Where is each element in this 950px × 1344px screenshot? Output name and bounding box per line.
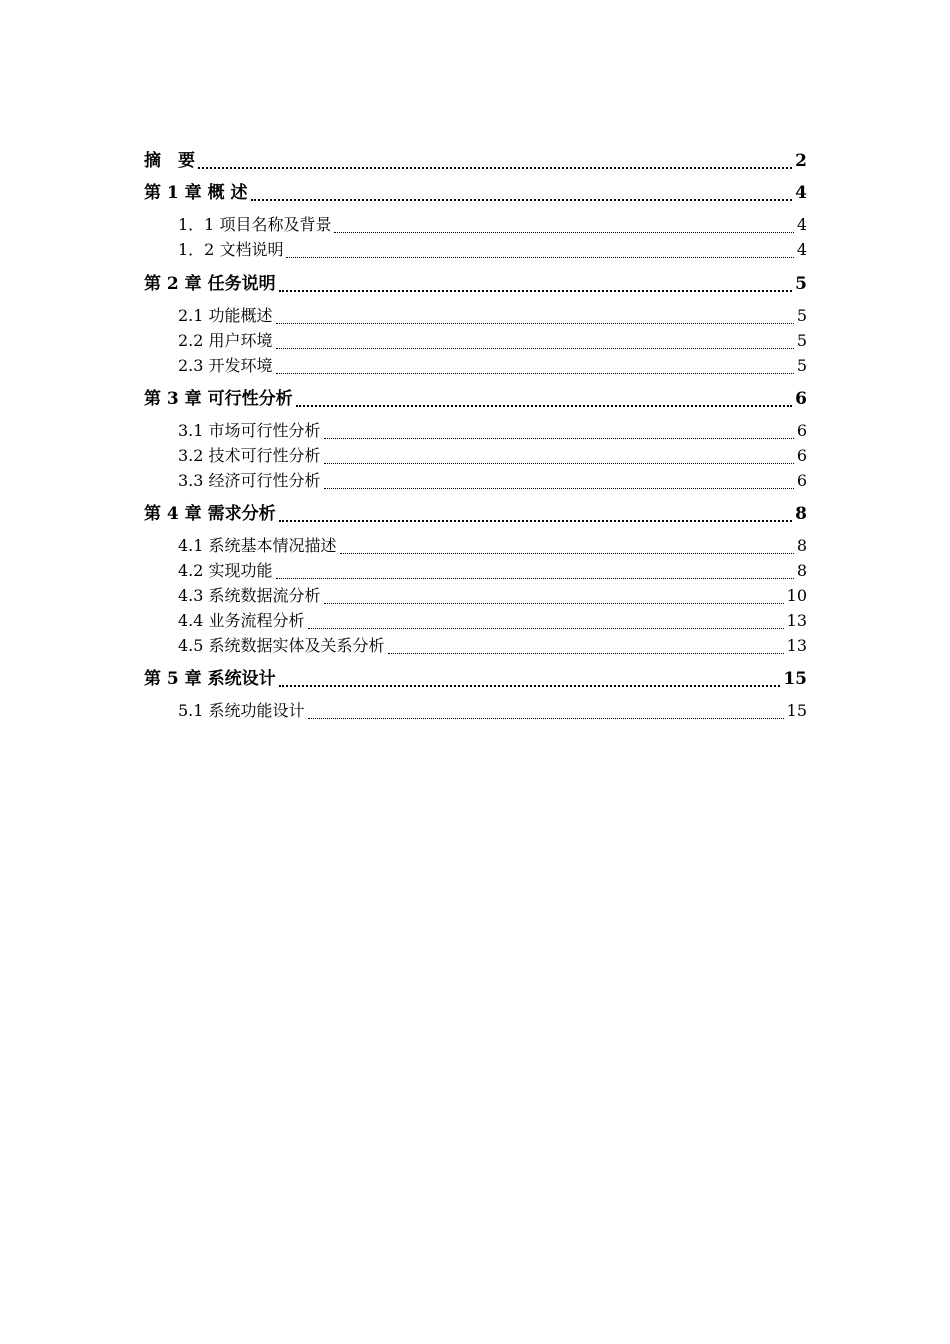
toc-entry-title: 4.3 系统数据流分析 — [178, 583, 323, 608]
toc-entry-page: 6 — [796, 421, 807, 440]
toc-entry-chapter-5[interactable] — [144, 668, 807, 690]
toc-entry-title: 4.5 系统数据实体及关系分析 — [178, 633, 387, 658]
toc-entry-section-3-3[interactable] — [144, 468, 807, 493]
toc-entry-section-2-2[interactable] — [144, 328, 807, 353]
toc-entry-page: 4 — [796, 240, 807, 259]
toc-leader-dots — [334, 221, 793, 237]
toc-leader-dots — [324, 427, 794, 443]
toc-entry-page: 6 — [796, 471, 807, 490]
toc-entry-page: 8 — [795, 504, 807, 524]
toc-entry-page: 5 — [796, 356, 807, 375]
toc-entry-title: 3.1 市场可行性分析 — [178, 418, 323, 443]
table-of-contents — [144, 150, 807, 723]
toc-entry-chapter-1[interactable] — [144, 182, 807, 204]
toc-entry-page: 8 — [796, 561, 807, 580]
toc-entry-section-3-1[interactable] — [144, 418, 807, 443]
toc-entry-title: 2.3 开发环境 — [178, 353, 275, 378]
toc-leader-dots — [276, 337, 794, 353]
toc-entry-page: 4 — [796, 215, 807, 234]
toc-entry-section-4-5[interactable] — [144, 633, 807, 658]
toc-entry-page: 2 — [795, 151, 807, 171]
toc-entry-page: 10 — [786, 586, 807, 605]
toc-entry-section-2-3[interactable] — [144, 353, 807, 378]
toc-entry-section-4-2[interactable] — [144, 558, 807, 583]
toc-entry-section-3-2[interactable] — [144, 443, 807, 468]
toc-entry-title: 摘 要 — [144, 151, 195, 171]
toc-entry-page: 4 — [795, 183, 807, 203]
toc-entry-title: 2.1 功能概述 — [178, 303, 275, 328]
toc-entry-section-5-1[interactable] — [144, 698, 807, 723]
toc-entry-title: 第 1 章 概 述 — [144, 183, 248, 203]
toc-leader-dots — [276, 567, 794, 583]
toc-leader-dots — [276, 312, 794, 328]
toc-leader-dots — [296, 393, 793, 410]
toc-entry-title: 2.2 用户环境 — [178, 328, 275, 353]
toc-entry-title: 3.3 经济可行性分析 — [178, 468, 323, 493]
toc-leader-dots — [279, 278, 793, 295]
toc-leader-dots — [388, 642, 784, 658]
toc-entry-title: 1．1 项目名称及背景 — [178, 212, 333, 237]
toc-entry-title: 第 5 章 系统设计 — [144, 669, 276, 689]
toc-entry-page: 6 — [796, 446, 807, 465]
toc-entry-title: 4.1 系统基本情况描述 — [178, 533, 339, 558]
toc-leader-dots — [340, 542, 794, 558]
toc-entry-title: 4.4 业务流程分析 — [178, 608, 307, 633]
toc-leader-dots — [279, 673, 781, 690]
toc-entry-page: 5 — [795, 274, 807, 294]
toc-leader-dots — [251, 187, 793, 204]
toc-entry-page: 13 — [786, 611, 807, 630]
toc-entry-title: 第 2 章 任务说明 — [144, 274, 276, 294]
toc-entry-page: 15 — [786, 701, 807, 720]
toc-entry-section-1-1[interactable] — [144, 212, 807, 237]
toc-entry-title: 1．2 文档说明 — [178, 237, 285, 262]
toc-entry-title: 第 3 章 可行性分析 — [144, 389, 293, 409]
toc-entry-section-2-1[interactable] — [144, 303, 807, 328]
toc-entry-abstract[interactable] — [144, 150, 807, 172]
toc-entry-title: 4.2 实现功能 — [178, 558, 275, 583]
toc-entry-page: 5 — [796, 306, 807, 325]
toc-leader-dots — [286, 246, 793, 262]
toc-leader-dots — [276, 362, 794, 378]
toc-entry-chapter-2[interactable] — [144, 273, 807, 295]
toc-leader-dots — [308, 707, 784, 723]
toc-leader-dots — [279, 508, 793, 525]
toc-entry-section-1-2[interactable] — [144, 237, 807, 262]
toc-entry-page: 6 — [795, 389, 807, 409]
toc-entry-section-4-1[interactable] — [144, 533, 807, 558]
toc-entry-chapter-3[interactable] — [144, 388, 807, 410]
toc-leader-dots — [324, 477, 794, 493]
toc-entry-section-4-3[interactable] — [144, 583, 807, 608]
toc-entry-title: 3.2 技术可行性分析 — [178, 443, 323, 468]
toc-leader-dots — [198, 155, 792, 172]
toc-entry-title: 第 4 章 需求分析 — [144, 504, 276, 524]
toc-leader-dots — [324, 452, 794, 468]
toc-entry-page: 15 — [783, 669, 807, 689]
toc-entry-section-4-4[interactable] — [144, 608, 807, 633]
toc-leader-dots — [324, 592, 784, 608]
toc-entry-title: 5.1 系统功能设计 — [178, 698, 307, 723]
toc-entry-page: 8 — [796, 536, 807, 555]
toc-entry-page: 13 — [786, 636, 807, 655]
toc-entry-chapter-4[interactable] — [144, 503, 807, 525]
toc-entry-page: 5 — [796, 331, 807, 350]
toc-leader-dots — [308, 617, 784, 633]
